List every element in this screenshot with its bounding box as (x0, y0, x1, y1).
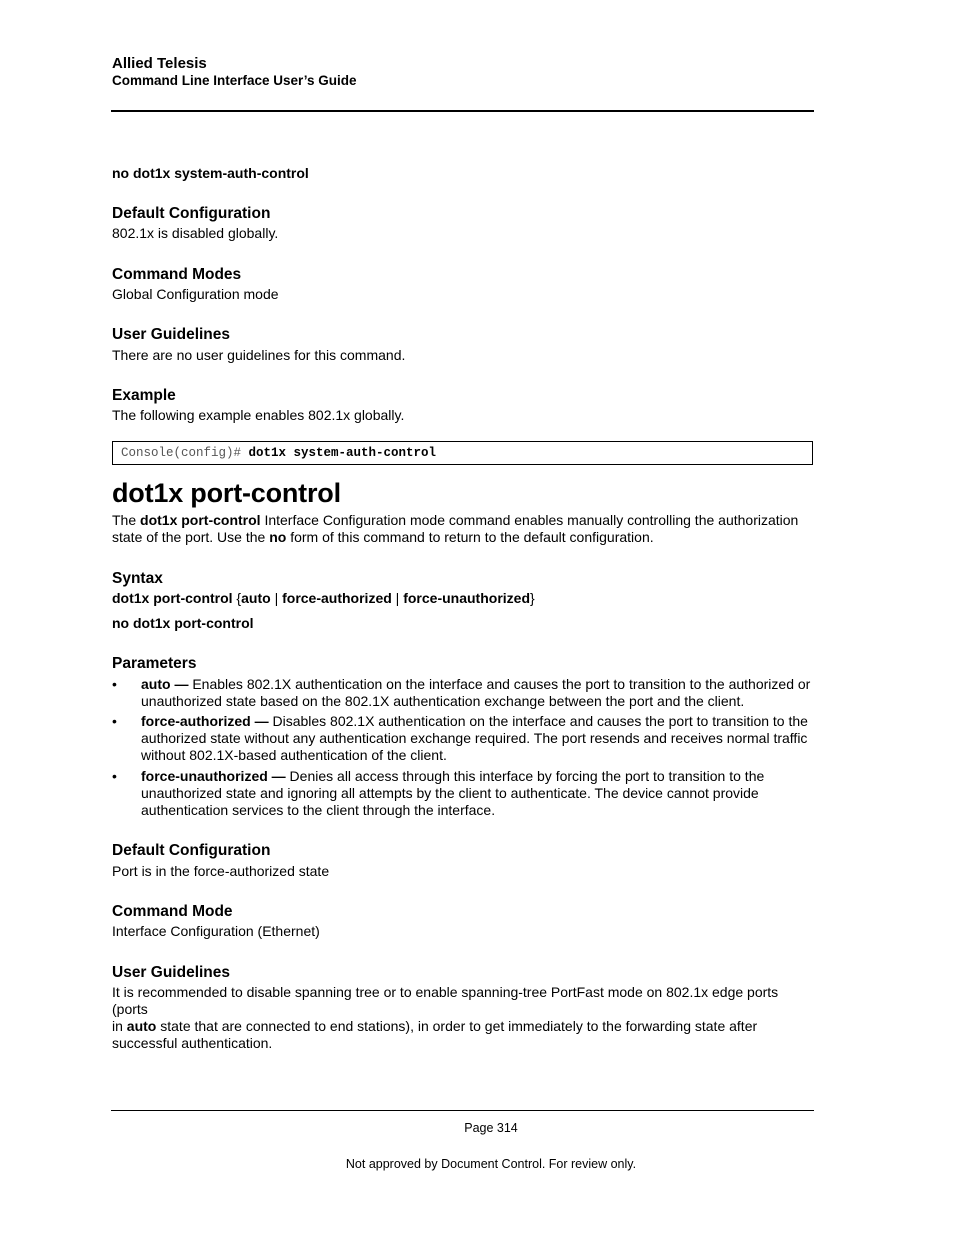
section-title: dot1x port-control (112, 478, 341, 508)
intro-command: dot1x port-control (140, 512, 261, 528)
param-line (141, 768, 813, 785)
syntax-option: force-authorized (282, 590, 392, 606)
bullet: • (112, 713, 117, 729)
section-user-guidelines-heading: User Guidelines (112, 964, 231, 981)
code-prompt: Console(config)# (121, 446, 249, 460)
syntax-line (112, 590, 814, 607)
param-desc: Enables 802.1X authentication on the interface and causes the port to transition to the authorized or (188, 676, 811, 692)
section-default-config-text: Port is in the force-authorized state (112, 863, 330, 879)
param-desc: authorized state without any authentication exchange required. The port resends and receives normal traffic (141, 730, 808, 746)
syntax-option: force-unauthorized (403, 590, 530, 606)
syntax-command: dot1x port-control (112, 590, 233, 606)
no-command-syntax: no dot1x system-auth-control (112, 165, 309, 181)
default-config-heading: Default Configuration (112, 205, 271, 222)
page-number: Page 314 (464, 1121, 518, 1135)
syntax-brace: { (232, 590, 242, 606)
example-heading: Example (112, 387, 176, 404)
example-code (121, 446, 436, 460)
bullet: • (112, 768, 117, 784)
param-term: auto — (141, 676, 189, 692)
param-desc: Denies all access through this interface by forcing the port to transition to the (285, 768, 765, 784)
guidelines-line: It is recommended to disable spanning tree or to enable spanning-tree PortFast mode on 802.1x edge ports (ports (112, 984, 779, 1017)
parameters-list (112, 676, 814, 826)
intro-text: state of the port. Use the (112, 529, 270, 545)
param-line (141, 713, 813, 730)
command-mode-heading: Command Mode (112, 903, 233, 920)
list-item (112, 713, 813, 764)
command-modes-text: Global Configuration mode (112, 286, 279, 302)
review-note: Not approved by Document Control. For review only. (345, 1157, 637, 1171)
intro-text: Interface Configuration mode command enables manually controlling the authorization (260, 512, 799, 528)
user-guidelines-heading: User Guidelines (112, 326, 231, 343)
syntax-no-command: no dot1x port-control (112, 615, 254, 631)
param-desc: unauthorized state and ignoring all attempts by the client to authenticate. The device cannot provide (141, 785, 759, 801)
param-desc: Disables 802.1X authentication on the interface and causes the port to transition to the (268, 713, 808, 729)
guidelines-line: successful authentication. (112, 1035, 273, 1051)
header-guide-title: Command Line Interface User’s Guide (112, 73, 357, 88)
syntax-brace: } (530, 590, 535, 606)
code-command: dot1x system-auth-control (248, 446, 437, 460)
param-desc: without 802.1X-based authentication of the client. (141, 747, 447, 763)
guidelines-text: state that are connected to end stations), in order to get immediately to the forwarding state after (156, 1018, 758, 1034)
guidelines-auto: auto (126, 1018, 157, 1034)
guidelines-line (112, 1018, 814, 1035)
header-rule (111, 110, 814, 112)
intro-line-1 (112, 512, 814, 529)
syntax-option: auto (241, 590, 271, 606)
default-config-text: 802.1x is disabled globally. (112, 225, 279, 241)
param-line (141, 676, 813, 693)
bullet: • (112, 676, 117, 692)
intro-line-2 (112, 529, 814, 546)
syntax-separator: | (391, 590, 404, 606)
guidelines-text: in (112, 1018, 127, 1034)
parameters-heading: Parameters (112, 655, 197, 672)
syntax-separator: | (270, 590, 283, 606)
command-mode-text: Interface Configuration (Ethernet) (112, 923, 320, 939)
intro-no: no (269, 529, 287, 545)
footer-rule (111, 1110, 814, 1111)
list-item (112, 768, 813, 819)
param-term: force-authorized — (141, 713, 269, 729)
section-default-config-heading: Default Configuration (112, 842, 271, 859)
param-desc: authentication services to the client through the interface. (141, 802, 496, 818)
section-intro (112, 512, 814, 546)
syntax-heading: Syntax (112, 570, 163, 587)
param-term: force-unauthorized — (141, 768, 286, 784)
param-desc: unauthorized state based on the 802.1X authentication exchange between the port and the client. (141, 693, 745, 709)
header-company: Allied Telesis (112, 55, 207, 72)
section-user-guidelines-text (112, 984, 814, 1052)
example-text: The following example enables 802.1x globally. (112, 407, 405, 423)
command-modes-heading: Command Modes (112, 266, 242, 283)
intro-text: form of this command to return to the default configuration. (286, 529, 654, 545)
intro-text: The (112, 512, 141, 528)
list-item (112, 676, 813, 710)
example-code-box (112, 441, 813, 465)
user-guidelines-text: There are no user guidelines for this command. (112, 347, 406, 363)
